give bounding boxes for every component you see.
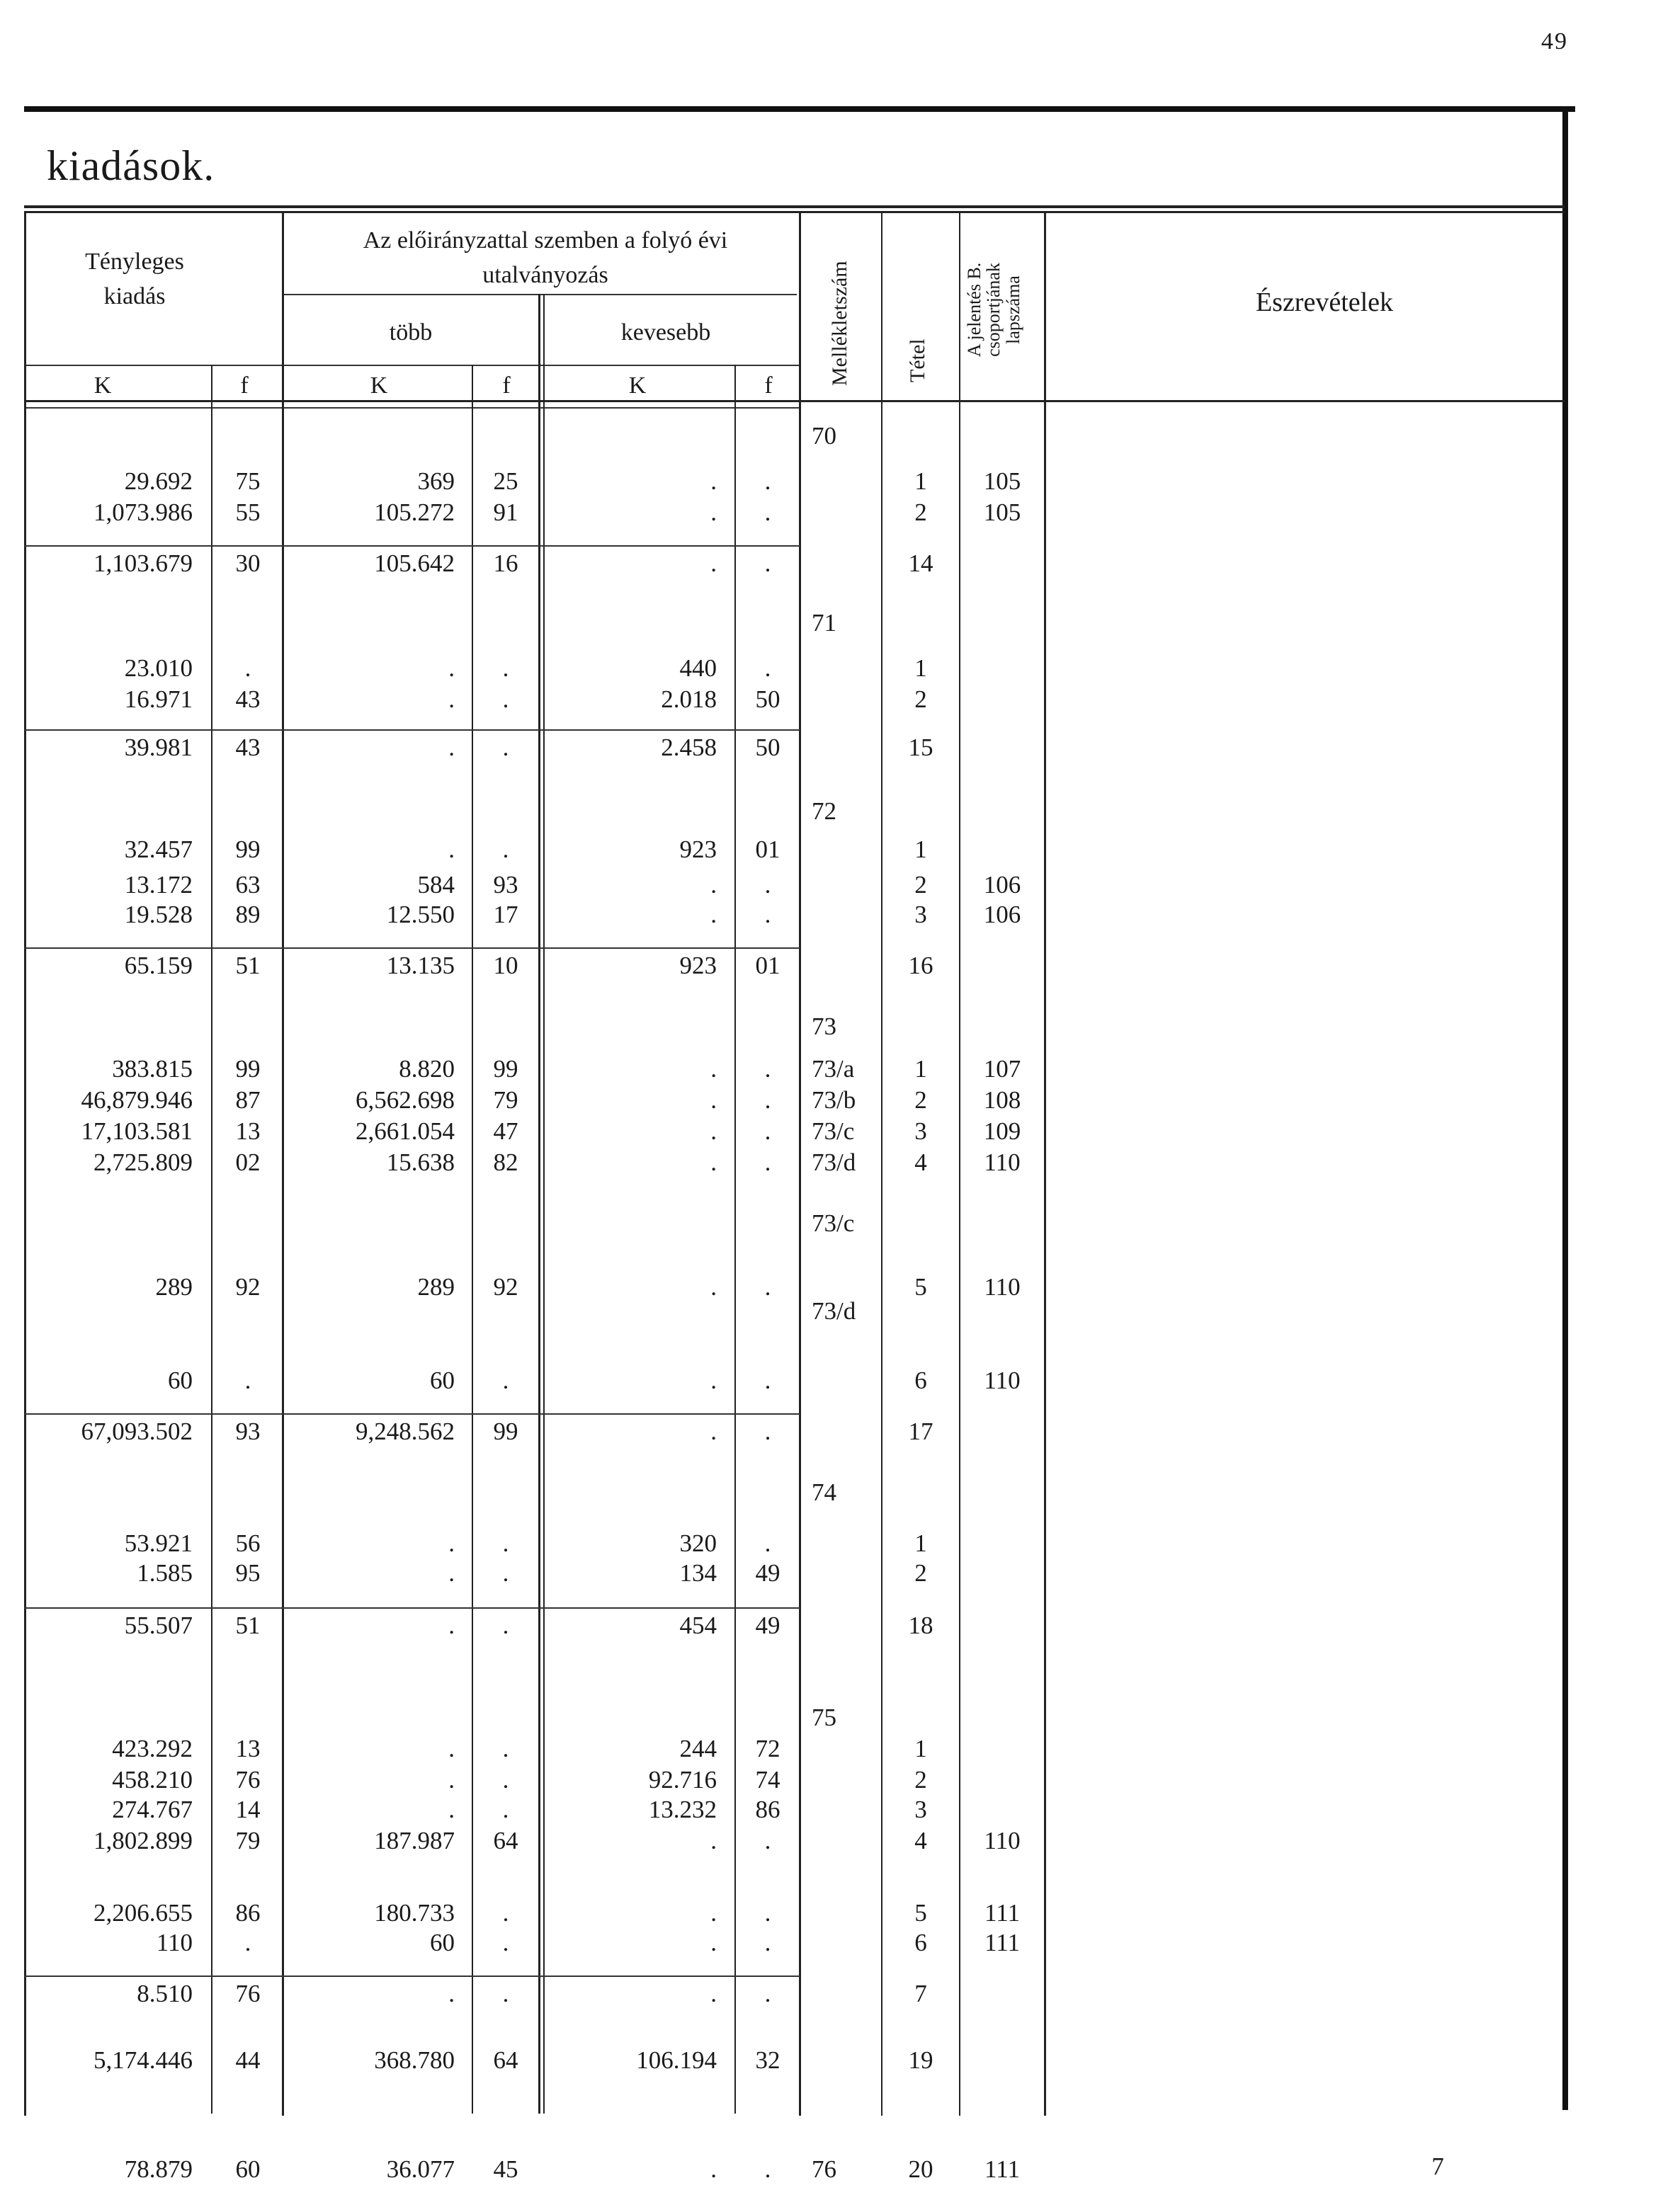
cell-tenyleges-k: 1,802.899 bbox=[93, 1827, 193, 1854]
cell-kevesebb-k: . bbox=[710, 1367, 717, 1394]
cell-lapszam: 105 bbox=[983, 498, 1021, 526]
cell-tetel: 1 bbox=[914, 836, 927, 863]
page-edge-rule bbox=[1562, 106, 1568, 2110]
cell-tobb-k: . bbox=[448, 1766, 455, 1794]
cell-tetel: 1 bbox=[914, 467, 927, 495]
cell-kevesebb-k: . bbox=[710, 2155, 717, 2183]
cell-lapszam: 111 bbox=[984, 1929, 1020, 1956]
cell-kevesebb-k: . bbox=[710, 498, 717, 526]
cell-tobb-k: 36.077 bbox=[386, 2155, 455, 2183]
cell-tenyleges-f: 56 bbox=[235, 1529, 261, 1557]
unit-k: K bbox=[370, 372, 388, 399]
cell-melleklet: 73/c bbox=[812, 1209, 855, 1237]
cell-kevesebb-f: . bbox=[764, 1827, 771, 1854]
header-eloiranyzat: Az előirányzattal szemben a folyó évi utalványozás bbox=[363, 227, 728, 289]
header-bottom-rule bbox=[24, 400, 1565, 402]
cell-tenyleges-f: 76 bbox=[235, 1980, 261, 2007]
cell-tenyleges-k: 1,073.986 bbox=[93, 498, 193, 526]
cell-kevesebb-f: 32 bbox=[755, 2046, 781, 2074]
cell-kevesebb-k: 92.716 bbox=[648, 1766, 717, 1794]
cell-kevesebb-f: 01 bbox=[755, 836, 781, 863]
cell-tobb-k: . bbox=[448, 685, 455, 713]
header-tetel: Tétel bbox=[906, 338, 929, 382]
cell-melleklet: 73/d bbox=[812, 1148, 856, 1176]
col-rule bbox=[24, 211, 26, 2116]
cell-tobb-k: 6,562.698 bbox=[356, 1086, 455, 1114]
subtotal-rule bbox=[24, 729, 800, 731]
cell-tobb-f: . bbox=[502, 1766, 509, 1794]
cell-kevesebb-f: . bbox=[764, 1055, 771, 1083]
cell-tetel: 1 bbox=[914, 1735, 927, 1762]
col-rule bbox=[1044, 211, 1046, 2116]
cell-tobb-f: 91 bbox=[493, 498, 518, 526]
cell-kevesebb-f: 74 bbox=[755, 1766, 781, 1794]
cell-tobb-k: 180.733 bbox=[374, 1899, 455, 1927]
top-rule bbox=[24, 106, 1575, 112]
cell-tetel: 1 bbox=[914, 1529, 927, 1557]
cell-tenyleges-f: 13 bbox=[235, 1117, 261, 1145]
col-rule bbox=[734, 365, 736, 2114]
cell-tenyleges-f: . bbox=[244, 1367, 251, 1394]
cell-tenyleges-f: . bbox=[244, 654, 251, 682]
cell-tenyleges-f: 51 bbox=[235, 952, 261, 979]
cell-tenyleges-f: 99 bbox=[235, 1055, 261, 1083]
cell-kevesebb-f: . bbox=[764, 871, 771, 899]
cell-kevesebb-k: 13.232 bbox=[648, 1796, 717, 1823]
cell-tenyleges-k: 17,103.581 bbox=[81, 1117, 193, 1145]
cell-tetel: 15 bbox=[908, 734, 933, 761]
cell-tenyleges-f: 89 bbox=[235, 901, 261, 928]
cell-kevesebb-f: 50 bbox=[755, 685, 781, 713]
cell-tenyleges-k: 458.210 bbox=[112, 1766, 193, 1794]
cell-tobb-f: 93 bbox=[493, 871, 518, 899]
cell-kevesebb-k: . bbox=[710, 871, 717, 899]
cell-kevesebb-k: . bbox=[710, 1086, 717, 1114]
cell-kevesebb-k: . bbox=[710, 901, 717, 928]
cell-tenyleges-f: 86 bbox=[235, 1899, 261, 1927]
cell-tenyleges-k: 8.510 bbox=[137, 1980, 193, 2007]
cell-tetel: 16 bbox=[908, 952, 933, 979]
cell-tobb-f: . bbox=[502, 1796, 509, 1823]
unit-k: K bbox=[628, 372, 647, 399]
section-title: kiadások. bbox=[47, 142, 215, 189]
cell-kevesebb-k: 2.018 bbox=[661, 685, 717, 713]
cell-tobb-f: 17 bbox=[493, 901, 518, 928]
unit-rule bbox=[24, 365, 800, 366]
cell-lapszam: 111 bbox=[984, 1899, 1020, 1927]
cell-tenyleges-k: 1.585 bbox=[137, 1559, 193, 1587]
cell-tobb-k: 60 bbox=[430, 1367, 455, 1394]
cell-kevesebb-k: . bbox=[710, 1980, 717, 2007]
cell-kevesebb-f: . bbox=[764, 2155, 771, 2183]
col-rule bbox=[282, 211, 284, 2116]
table-top-rule bbox=[24, 211, 1565, 213]
cell-tenyleges-k: 16.971 bbox=[124, 685, 193, 713]
subtotal-rule bbox=[24, 1976, 800, 1977]
cell-tobb-f: . bbox=[502, 734, 509, 761]
col-rule bbox=[799, 211, 801, 2116]
cell-lapszam: 110 bbox=[984, 1827, 1021, 1854]
cell-tobb-k: 187.987 bbox=[374, 1827, 455, 1854]
header-tenyleges-kiadas: Tényleges kiadás bbox=[85, 249, 184, 310]
cell-tenyleges-k: 55.507 bbox=[124, 1612, 193, 1639]
cell-tobb-k: 15.638 bbox=[386, 1148, 455, 1176]
subtotal-rule bbox=[24, 1607, 800, 1609]
cell-kevesebb-f: . bbox=[764, 549, 771, 577]
cell-tenyleges-f: 95 bbox=[235, 1559, 261, 1587]
subtotal-rule bbox=[24, 1413, 800, 1415]
cell-tobb-f: . bbox=[502, 1529, 509, 1557]
cell-kevesebb-f: . bbox=[764, 1529, 771, 1557]
cell-lapszam: 110 bbox=[984, 1273, 1021, 1301]
cell-tetel: 3 bbox=[914, 901, 927, 928]
unit-k: K bbox=[93, 372, 112, 399]
cell-tobb-k: 13.135 bbox=[386, 952, 455, 979]
cell-kevesebb-k: 923 bbox=[679, 952, 717, 979]
cell-melleklet: 73 bbox=[812, 1013, 836, 1040]
cell-tobb-k: 60 bbox=[430, 1929, 455, 1956]
cell-tetel: 2 bbox=[914, 685, 927, 713]
cell-melleklet: 72 bbox=[812, 797, 836, 825]
cell-tobb-f: . bbox=[502, 1899, 509, 1927]
cell-tetel: 2 bbox=[914, 871, 927, 899]
cell-kevesebb-k: . bbox=[710, 1418, 717, 1445]
cell-tenyleges-f: 44 bbox=[235, 2046, 261, 2074]
cell-tobb-k: . bbox=[448, 1612, 455, 1639]
cell-tenyleges-k: 46,879.946 bbox=[81, 1086, 193, 1114]
cell-tetel: 17 bbox=[908, 1418, 933, 1445]
cell-tenyleges-k: 32.457 bbox=[124, 836, 193, 863]
cell-kevesebb-f: . bbox=[764, 1899, 771, 1927]
cell-melleklet: 70 bbox=[812, 422, 836, 450]
cell-tobb-k: 368.780 bbox=[374, 2046, 455, 2074]
cell-tobb-f: 10 bbox=[493, 952, 518, 979]
cell-tenyleges-k: 29.692 bbox=[124, 467, 193, 495]
unit-f: f bbox=[240, 372, 249, 399]
cell-tobb-f: . bbox=[502, 836, 509, 863]
cell-tobb-k: . bbox=[448, 1559, 455, 1587]
cell-kevesebb-f: . bbox=[764, 498, 771, 526]
cell-tenyleges-f: 75 bbox=[235, 467, 261, 495]
cell-tobb-k: . bbox=[448, 1529, 455, 1557]
cell-kevesebb-f: . bbox=[764, 1929, 771, 1956]
cell-lapszam: 107 bbox=[983, 1055, 1021, 1083]
cell-tobb-k: 12.550 bbox=[386, 901, 455, 928]
title-rule bbox=[24, 205, 1565, 208]
cell-lapszam: 106 bbox=[983, 871, 1021, 899]
cell-tetel: 3 bbox=[914, 1796, 927, 1823]
cell-tenyleges-f: 02 bbox=[235, 1148, 261, 1176]
col-rule bbox=[538, 294, 540, 2114]
cell-tobb-k: 105.642 bbox=[374, 549, 455, 577]
cell-tobb-f: . bbox=[502, 1559, 509, 1587]
cell-kevesebb-k: 320 bbox=[679, 1529, 717, 1557]
subtotal-rule bbox=[24, 545, 800, 547]
cell-kevesebb-f: 72 bbox=[755, 1735, 781, 1762]
cell-tenyleges-f: 99 bbox=[235, 836, 261, 863]
cell-tenyleges-k: 110 bbox=[156, 1929, 193, 1956]
unit-f: f bbox=[764, 372, 773, 399]
cell-kevesebb-f: . bbox=[764, 901, 771, 928]
cell-tenyleges-k: 383.815 bbox=[112, 1055, 193, 1083]
cell-kevesebb-k: 244 bbox=[679, 1735, 717, 1762]
cell-kevesebb-k: 454 bbox=[679, 1612, 717, 1639]
cell-tenyleges-k: 1,103.679 bbox=[93, 549, 193, 577]
cell-lapszam: 105 bbox=[983, 467, 1021, 495]
cell-kevesebb-f: . bbox=[764, 1418, 771, 1445]
cell-tobb-f: 99 bbox=[493, 1418, 518, 1445]
cell-lapszam: 106 bbox=[983, 901, 1021, 928]
cell-tenyleges-k: 39.981 bbox=[124, 734, 193, 761]
cell-tenyleges-f: . bbox=[244, 1929, 251, 1956]
cell-tenyleges-k: 19.528 bbox=[124, 901, 193, 928]
cell-melleklet: 71 bbox=[812, 609, 836, 637]
cell-tetel: 18 bbox=[908, 1612, 933, 1639]
cell-tenyleges-k: 13.172 bbox=[124, 871, 193, 899]
cell-tetel: 20 bbox=[908, 2155, 933, 2183]
cell-tenyleges-f: 63 bbox=[235, 871, 261, 899]
cell-tobb-f: . bbox=[502, 1980, 509, 2007]
cell-tetel: 1 bbox=[914, 654, 927, 682]
cell-tobb-k: . bbox=[448, 654, 455, 682]
cell-tenyleges-k: 2,206.655 bbox=[93, 1899, 193, 1927]
cell-tenyleges-f: 93 bbox=[235, 1418, 261, 1445]
cell-tetel: 19 bbox=[908, 2046, 933, 2074]
header-kevesebb: kevesebb bbox=[620, 319, 711, 346]
col-rule bbox=[881, 211, 882, 2116]
cell-melleklet: 75 bbox=[812, 1704, 836, 1731]
cell-tobb-k: 105.272 bbox=[374, 498, 455, 526]
cell-kevesebb-k: . bbox=[710, 1273, 717, 1301]
cell-tetel: 6 bbox=[914, 1367, 927, 1394]
cell-kevesebb-k: . bbox=[710, 1929, 717, 1956]
cell-melleklet: 73/b bbox=[812, 1086, 856, 1114]
cell-kevesebb-f: . bbox=[764, 1980, 771, 2007]
cell-kevesebb-k: . bbox=[710, 467, 717, 495]
cell-kevesebb-k: . bbox=[710, 1148, 717, 1176]
cell-tetel: 6 bbox=[914, 1929, 927, 1956]
cell-tobb-f: 25 bbox=[493, 467, 518, 495]
unit-f: f bbox=[502, 372, 511, 399]
cell-tobb-f: . bbox=[502, 1367, 509, 1394]
cell-tenyleges-f: 92 bbox=[235, 1273, 261, 1301]
cell-tobb-f: 16 bbox=[493, 549, 518, 577]
cell-tenyleges-k: 53.921 bbox=[124, 1529, 193, 1557]
cell-kevesebb-f: . bbox=[764, 1367, 771, 1394]
cell-tenyleges-f: 14 bbox=[235, 1796, 261, 1823]
cell-tobb-f: 64 bbox=[493, 2046, 518, 2074]
cell-tobb-k: 9,248.562 bbox=[356, 1418, 455, 1445]
cell-tenyleges-k: 2,725.809 bbox=[93, 1148, 193, 1176]
cell-tenyleges-k: 60 bbox=[168, 1367, 193, 1394]
cell-tetel: 2 bbox=[914, 1766, 927, 1794]
cell-tetel: 3 bbox=[914, 1117, 927, 1145]
cell-tobb-f: . bbox=[502, 1735, 509, 1762]
cell-tobb-k: 8.820 bbox=[399, 1055, 455, 1083]
cell-kevesebb-k: 440 bbox=[679, 654, 717, 682]
col-rule bbox=[543, 294, 545, 2114]
cell-tobb-f: 64 bbox=[493, 1827, 518, 1854]
cell-tenyleges-k: 423.292 bbox=[112, 1735, 193, 1762]
cell-tobb-f: 45 bbox=[493, 2155, 518, 2183]
cell-tobb-k: 369 bbox=[417, 467, 455, 495]
header-jelentes-lapszama: A jelentés B. csoportjának lapszáma bbox=[964, 262, 1023, 358]
cell-kevesebb-f: 49 bbox=[755, 1612, 781, 1639]
cell-kevesebb-k: . bbox=[710, 549, 717, 577]
cell-tobb-f: . bbox=[502, 654, 509, 682]
cell-tetel: 2 bbox=[914, 498, 927, 526]
cell-melleklet: 76 bbox=[812, 2155, 836, 2183]
cell-tobb-f: 47 bbox=[493, 1117, 518, 1145]
cell-tobb-f: . bbox=[502, 1612, 509, 1639]
cell-tenyleges-k: 274.767 bbox=[112, 1796, 193, 1823]
cell-kevesebb-k: . bbox=[710, 1827, 717, 1854]
cell-tenyleges-f: 87 bbox=[235, 1086, 261, 1114]
cell-kevesebb-k: 106.194 bbox=[636, 2046, 717, 2074]
cell-kevesebb-k: 2.458 bbox=[661, 734, 717, 761]
cell-tenyleges-f: 79 bbox=[235, 1827, 261, 1854]
cell-tobb-f: 99 bbox=[493, 1055, 518, 1083]
cell-tenyleges-f: 76 bbox=[235, 1766, 261, 1794]
cell-tenyleges-f: 43 bbox=[235, 734, 261, 761]
cell-tenyleges-k: 23.010 bbox=[124, 654, 193, 682]
cell-tenyleges-f: 55 bbox=[235, 498, 261, 526]
cell-tobb-k: . bbox=[448, 836, 455, 863]
cell-tobb-k: 289 bbox=[417, 1273, 455, 1301]
cell-kevesebb-f: . bbox=[764, 1148, 771, 1176]
cell-kevesebb-f: . bbox=[764, 654, 771, 682]
cell-kevesebb-f: 49 bbox=[755, 1559, 781, 1587]
cell-tetel: 1 bbox=[914, 1055, 927, 1083]
cell-kevesebb-f: . bbox=[764, 1273, 771, 1301]
cell-kevesebb-f: 86 bbox=[755, 1796, 781, 1823]
cell-tenyleges-f: 51 bbox=[235, 1612, 261, 1639]
cell-melleklet: 73/d bbox=[812, 1297, 856, 1325]
cell-tobb-k: . bbox=[448, 1980, 455, 2007]
cell-tenyleges-f: 43 bbox=[235, 685, 261, 713]
col-rule bbox=[959, 211, 960, 2116]
cell-tobb-f: . bbox=[502, 685, 509, 713]
header-bottom-rule-2 bbox=[24, 407, 800, 409]
cell-lapszam: 111 bbox=[984, 2155, 1020, 2183]
cell-tobb-k: . bbox=[448, 734, 455, 761]
cell-tobb-k: 2,661.054 bbox=[356, 1117, 455, 1145]
col-rule bbox=[211, 365, 212, 2114]
cell-kevesebb-k: 923 bbox=[679, 836, 717, 863]
cell-tobb-f: 79 bbox=[493, 1086, 518, 1114]
cell-melleklet: 74 bbox=[812, 1478, 836, 1506]
footer-mark: 7 bbox=[1431, 2153, 1444, 2180]
cell-melleklet: 73/a bbox=[812, 1055, 855, 1083]
cell-tenyleges-f: 30 bbox=[235, 549, 261, 577]
cell-tetel: 2 bbox=[914, 1086, 927, 1114]
cell-kevesebb-f: . bbox=[764, 1117, 771, 1145]
page-number: 49 bbox=[1541, 28, 1568, 55]
cell-tenyleges-k: 67,093.502 bbox=[81, 1418, 193, 1445]
cell-tetel: 14 bbox=[908, 549, 933, 577]
cell-tenyleges-k: 289 bbox=[155, 1273, 193, 1301]
cell-tetel: 5 bbox=[914, 1273, 927, 1301]
cell-lapszam: 110 bbox=[984, 1367, 1021, 1394]
cell-tobb-k: . bbox=[448, 1796, 455, 1823]
cell-tetel: 4 bbox=[914, 1148, 927, 1176]
cell-lapszam: 110 bbox=[984, 1148, 1021, 1176]
header-eszrevetelek: Észrevételek bbox=[1255, 287, 1394, 317]
cell-kevesebb-k: . bbox=[710, 1055, 717, 1083]
cell-tobb-k: . bbox=[448, 1735, 455, 1762]
cell-tobb-f: . bbox=[502, 1929, 509, 1956]
cell-tenyleges-f: 60 bbox=[235, 2155, 261, 2183]
cell-tobb-k: 584 bbox=[417, 871, 455, 899]
cell-kevesebb-f: 50 bbox=[755, 734, 781, 761]
cell-melleklet: 73/c bbox=[812, 1117, 855, 1145]
col-rule bbox=[472, 365, 473, 2114]
cell-kevesebb-f: . bbox=[764, 467, 771, 495]
cell-tenyleges-k: 65.159 bbox=[124, 952, 193, 979]
cell-tenyleges-f: 13 bbox=[235, 1735, 261, 1762]
cell-tenyleges-k: 78.879 bbox=[124, 2155, 193, 2183]
cell-kevesebb-f: 01 bbox=[755, 952, 781, 979]
header-mellekletszam: Mellékletszám bbox=[828, 261, 851, 386]
cell-tetel: 2 bbox=[914, 1559, 927, 1587]
cell-kevesebb-k: . bbox=[710, 1117, 717, 1145]
cell-lapszam: 108 bbox=[983, 1086, 1021, 1114]
cell-tenyleges-k: 5,174.446 bbox=[93, 2046, 193, 2074]
cell-kevesebb-k: 134 bbox=[679, 1559, 717, 1587]
cell-tetel: 5 bbox=[914, 1899, 927, 1927]
cell-lapszam: 109 bbox=[983, 1117, 1021, 1145]
cell-tobb-f: 82 bbox=[493, 1148, 518, 1176]
subtotal-rule bbox=[24, 947, 800, 949]
cell-tetel: 7 bbox=[914, 1980, 927, 2007]
cell-kevesebb-f: . bbox=[764, 1086, 771, 1114]
cell-tetel: 4 bbox=[914, 1827, 927, 1854]
cell-kevesebb-k: . bbox=[710, 1899, 717, 1927]
cell-tobb-f: 92 bbox=[493, 1273, 518, 1301]
header-tobb: több bbox=[389, 319, 433, 346]
